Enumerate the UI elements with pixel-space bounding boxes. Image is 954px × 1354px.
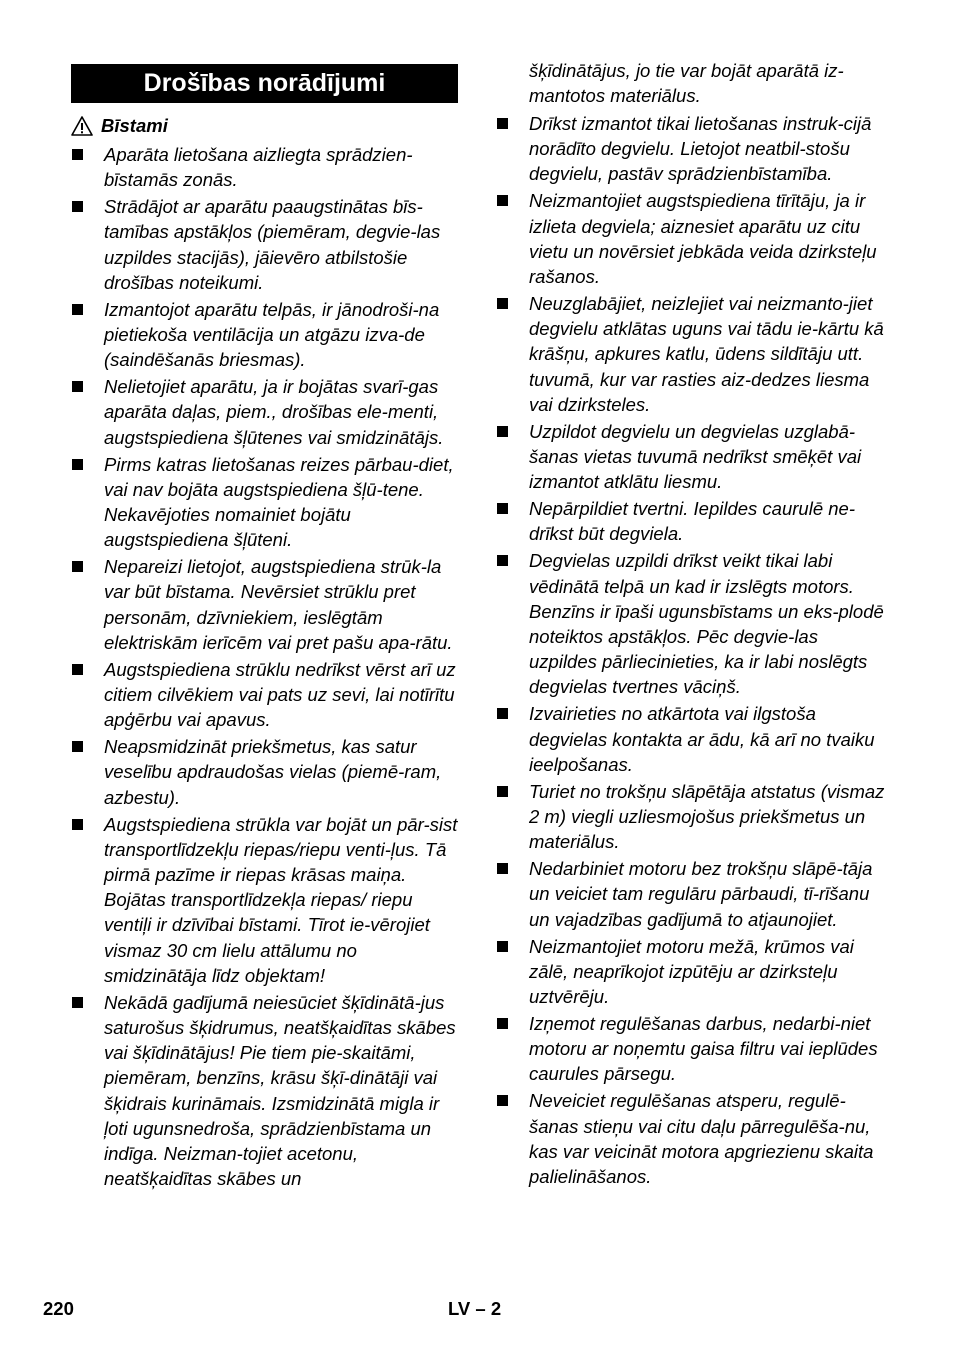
square-bullet-icon [72,561,83,572]
list-item-text: Neveiciet regulēšanas atsperu, regulē-šanas stieņu vai citu daļu pārregulēša-nu, kas var veicināt motora apgriezienu skaita palielināšanos. [529,1090,874,1188]
list-item-text: Turiet no trokšņu slāpētāja atstatus (vismaz 2 m) viegli uzliesmojošus priekšmetus un materiālus. [529,780,885,853]
square-bullet-icon [72,997,83,1008]
square-bullet-icon [497,786,508,797]
list-item [496,1088,886,1189]
list-item-text: Neizmantojiet augstspiediena tīrītāju, ja ir izlieta degviela; aiznesiet aparātu uz citu vietu un novērsiet jebkāda veida dzirksteļu rašanos. [529,190,877,288]
square-bullet-icon [72,459,83,470]
section-title: Drošības norādījumi [71,64,458,103]
square-bullet-icon [72,741,83,752]
list-item-text: Neuzglabājiet, neizlejiet vai neizmanto-jiet degvielu atklātas uguns vai tādu ie-kārtu kā krāšņu, apkures katlu, ūdens sildītāju utt. tuvumā, kur var rasties aiz-dedzes liesma vai dzirksteles. [529,293,884,415]
list-item [71,554,461,655]
square-bullet-icon [72,201,83,212]
square-bullet-icon [72,664,83,675]
list-item-text: Nepārpildiet tvertni. Iepildes caurulē ne-drīkst būt degviela. [529,498,855,545]
list-item [496,496,886,546]
square-bullet-icon [497,708,508,719]
list-item [71,812,461,988]
list-item-text: Aparāta lietošana aizliegta sprādzien-bīstamās zonās. [104,144,413,191]
list-item [496,111,886,187]
list-item-text: Neizmantojiet motoru mežā, krūmos vai zālē, neaprīkojot izpūtēju ar dzirksteļu uztvērēju. [529,935,854,1008]
danger-label [71,113,168,138]
danger-text: Bīstami [101,115,168,136]
square-bullet-icon [497,1018,508,1029]
list-item-text: Nepareizi lietojot, augstspiediena strūk-la var būt bīstama. Nevērsiet strūklu pret personām, dzīvniekiem, ieslēgtām elektriskām ierīcēm vai pret pašu apa-rātu. [104,556,453,653]
list-item [71,297,461,373]
list-item-text: Pirms katras lietošanas reizes pārbau-diet, vai nav bojāta augstspiediena šļū-tene. Nekavējoties nomainiet bojātu augstspiediena šļūteni. [104,453,454,551]
square-bullet-icon [497,118,508,129]
square-bullet-icon [497,863,508,874]
list-item [71,374,461,450]
list-item [71,452,461,553]
list-item-text: Strādājot ar aparātu paaugstinātas bīs-tamības apstākļos (piemēram, degvie-las uzpildes stacijās), jāievēro atbilstošie drošības noteikumi. [104,196,441,293]
list-item [71,142,461,192]
square-bullet-icon [72,819,83,830]
list-item [496,291,886,417]
right-continuation-text: šķīdinātājus, jo tie var bojāt aparātā iz-mantotos materiālus. [529,60,844,107]
list-item-text: Drīkst izmantot tikai lietošanas instruk-cijā norādīto degvielu. Lietojot neatbil-stošu degvielu, pastāv sprādzienbīstamība. [529,113,872,185]
square-bullet-icon [497,555,508,566]
language-page-code: LV – 2 [448,1298,502,1319]
square-bullet-icon [497,941,508,952]
square-bullet-icon [497,503,508,514]
page-number: 220 [43,1298,74,1319]
square-bullet-icon [497,1095,508,1106]
list-item [71,990,461,1192]
square-bullet-icon [497,298,508,309]
list-item-text: Augstspiediena strūklu nedrīkst vērst arī uz citiem cilvēkiem vai pats uz sevi, lai notīrītu apģērbu vai apavus. [104,658,456,731]
list-item [496,701,886,777]
list-item [496,548,886,699]
list-item [496,856,886,932]
list-item-text: Augstspiediena strūkla var bojāt un pār-sist transportlīdzekļu riepas/riepu venti-ļus. Tā pirmā pazīme ir riepas krāsas maiņa. Bojātas transportlīdzekļa riepas/ riepu ventiļi ir dzīvībai bīstami. Tīrot ie-vērojiet vismaz 30 cm lielu attālumu no smidzinātāja līdz objektam! [104,813,458,986]
square-bullet-icon [72,304,83,315]
list-item-text: Uzpildot degvielu un degvielas uzglabā-šanas vietas tuvumā nedrīkst smēķēt vai izmantot atklātu liesmu. [529,420,862,493]
list-item [71,657,461,733]
list-item [71,194,461,295]
list-item [496,934,886,1010]
warning-triangle-icon [71,116,93,136]
list-item-text: Nedarbiniet motoru bez trokšņu slāpē-tāja un veiciet tam regulāru pārbaudi, tī-rīšanu un vajadzības gadījumā to atjaunojiet. [529,858,873,930]
list-item-text: Izņemot regulēšanas darbus, nedarbi-niet motoru ar noņemtu gaisa filtru vai ieplūdes caurules pārsegu. [529,1013,878,1085]
list-item-text: Degvielas uzpildi drīkst veikt tikai labi vēdinātā telpā un kad ir izslēgts motors. Benzīns ir īpaši ugunsbīstams un eks-plodē noteiktos apstākļos. Pēc degvie-las uzpildes pārliecinieties, ka ir labi noslēgts degvielas tvertnes vāciņš. [529,550,884,698]
square-bullet-icon [72,381,83,392]
list-item [496,419,886,495]
list-item-text: Nekādā gadījumā neiesūciet šķīdinātā-jus saturošus šķidrumus, neatšķaidītas skābes vai šķīdinātājus! Pie tiem pie-skaitāmi, piemēram, benzīns, krāsu šķī-dinātāji vai šķidrais kurināmais. Izsmidzinātā migla ir ļoti ugunsnedroša, sprādzienbīstama un indīga. Neizman-tojiet acetonu, neatšķaidītas skābes un [104,991,456,1190]
list-item [496,188,886,289]
list-item-text: Izvairieties no atkārtota vai ilgstoša degvielas kontakta ar ādu, kā arī no tvaiku ieelpošanas. [529,703,875,775]
square-bullet-icon [497,195,508,206]
list-item-text: Nelietojiet aparātu, ja ir bojātas svarī-gas aparāta daļas, piem., drošības ele-menti, augstspiediena šļūtenes vai smidzinātājs. [104,376,444,448]
right-safety-list [496,111,886,1191]
square-bullet-icon [72,149,83,160]
left-safety-list [71,142,461,1193]
square-bullet-icon [497,426,508,437]
list-item-text: Neapsmidzināt priekšmetus, kas satur veselību apdraudošas vielas (piemē-ram, azbestu). [104,736,442,808]
list-item-text: Izmantojot aparātu telpās, ir jānodroši-na pietiekoša ventilācija un atgāzu izva-de (saindēšanās briesmas). [104,298,440,371]
list-item [71,734,461,810]
list-item [496,779,886,855]
list-item [496,1011,886,1087]
